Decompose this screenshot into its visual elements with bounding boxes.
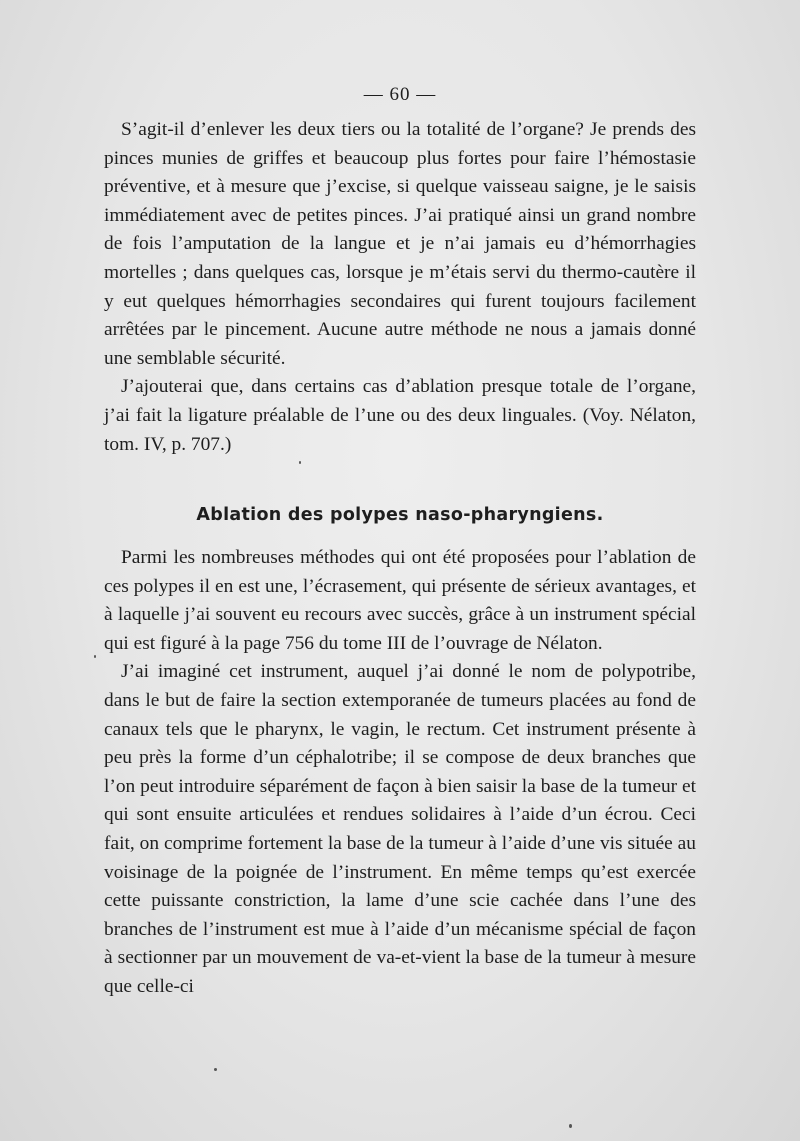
paragraph: J’ajouterai que, dans certains cas d’ablation presque totale de l’organe, j’ai fait la ligature préalable de l’une ou des deux linguales. (Voy. Nélaton, tom. IV, p. 707.) [104, 376, 696, 455]
paragraph: S’agit-il d’enlever les deux tiers ou la totalité de l’organe? Je prends des pinces munies de griffes et beaucoup plus fortes pour faire l’hémostasie préventive, et à mesure que j’excise, si quelque vaisseau saigne, je le saisis immédiatement avec de petites pinces. J’ai pratiqué ainsi un grand nombre de fois l’amputation de la langue et je n’ai jamais eu d’hémorrhagies mortelles ; dans quelques cas, lorsque je m’étais servi du thermo-cautère il y eut quelques hémorrhagies secondaires qui furent toujours facilement arrêtées par le pincement. Aucune autre méthode ne nous a jamais donné une semblable sécurité. [104, 119, 696, 369]
paragraph: Parmi les nombreuses méthodes qui ont été proposées pour l’ablation de ces polypes il en est une, l’écrasement, qui présente de sérieux avantages, et à laquelle j’ai souvent eu recours avec succès, grâce à un instrument spécial qui est figuré à la page 756 du tome III de l’ouvrage de Nélaton. [104, 547, 696, 654]
text-block-bottom [104, 544, 696, 1002]
scan-speck [214, 1068, 217, 1071]
scan-speck [94, 655, 96, 658]
paragraph: J’ai imaginé cet instrument, auquel j’ai donné le nom de polypotribe, dans le but de faire la section extemporanée de tumeurs placées au fond de canaux tels que le pharynx, le vagin, le rectum. Cet instrument présente à peu près la forme d’un céphalotribe; il se compose de deux branches que l’on peut introduire séparément de façon à bien saisir la base de la tumeur et qui sont ensuite articulées et rendues solidaires à l’aide d’un écrou. Ceci fait, on comprime fortement la base de la tumeur à l’aide d’une vis située au voisinage de la poignée de l’instrument. En même temps qu’est exercée cette puissante constriction, la lame d’une scie cachée dans l’une des branches de l’instrument est mue à l’aide d’un mécanisme spécial de façon à sectionner par un mouvement de va-et-vient la base de la tumeur à mesure que celle-ci [104, 661, 696, 997]
text-block-top [104, 116, 696, 459]
page-number: — 60 — [363, 84, 437, 105]
scan-speck [569, 1124, 572, 1128]
section-heading: Ablation des polypes naso-pharyngiens. [196, 505, 604, 525]
scan-speck [299, 461, 301, 464]
